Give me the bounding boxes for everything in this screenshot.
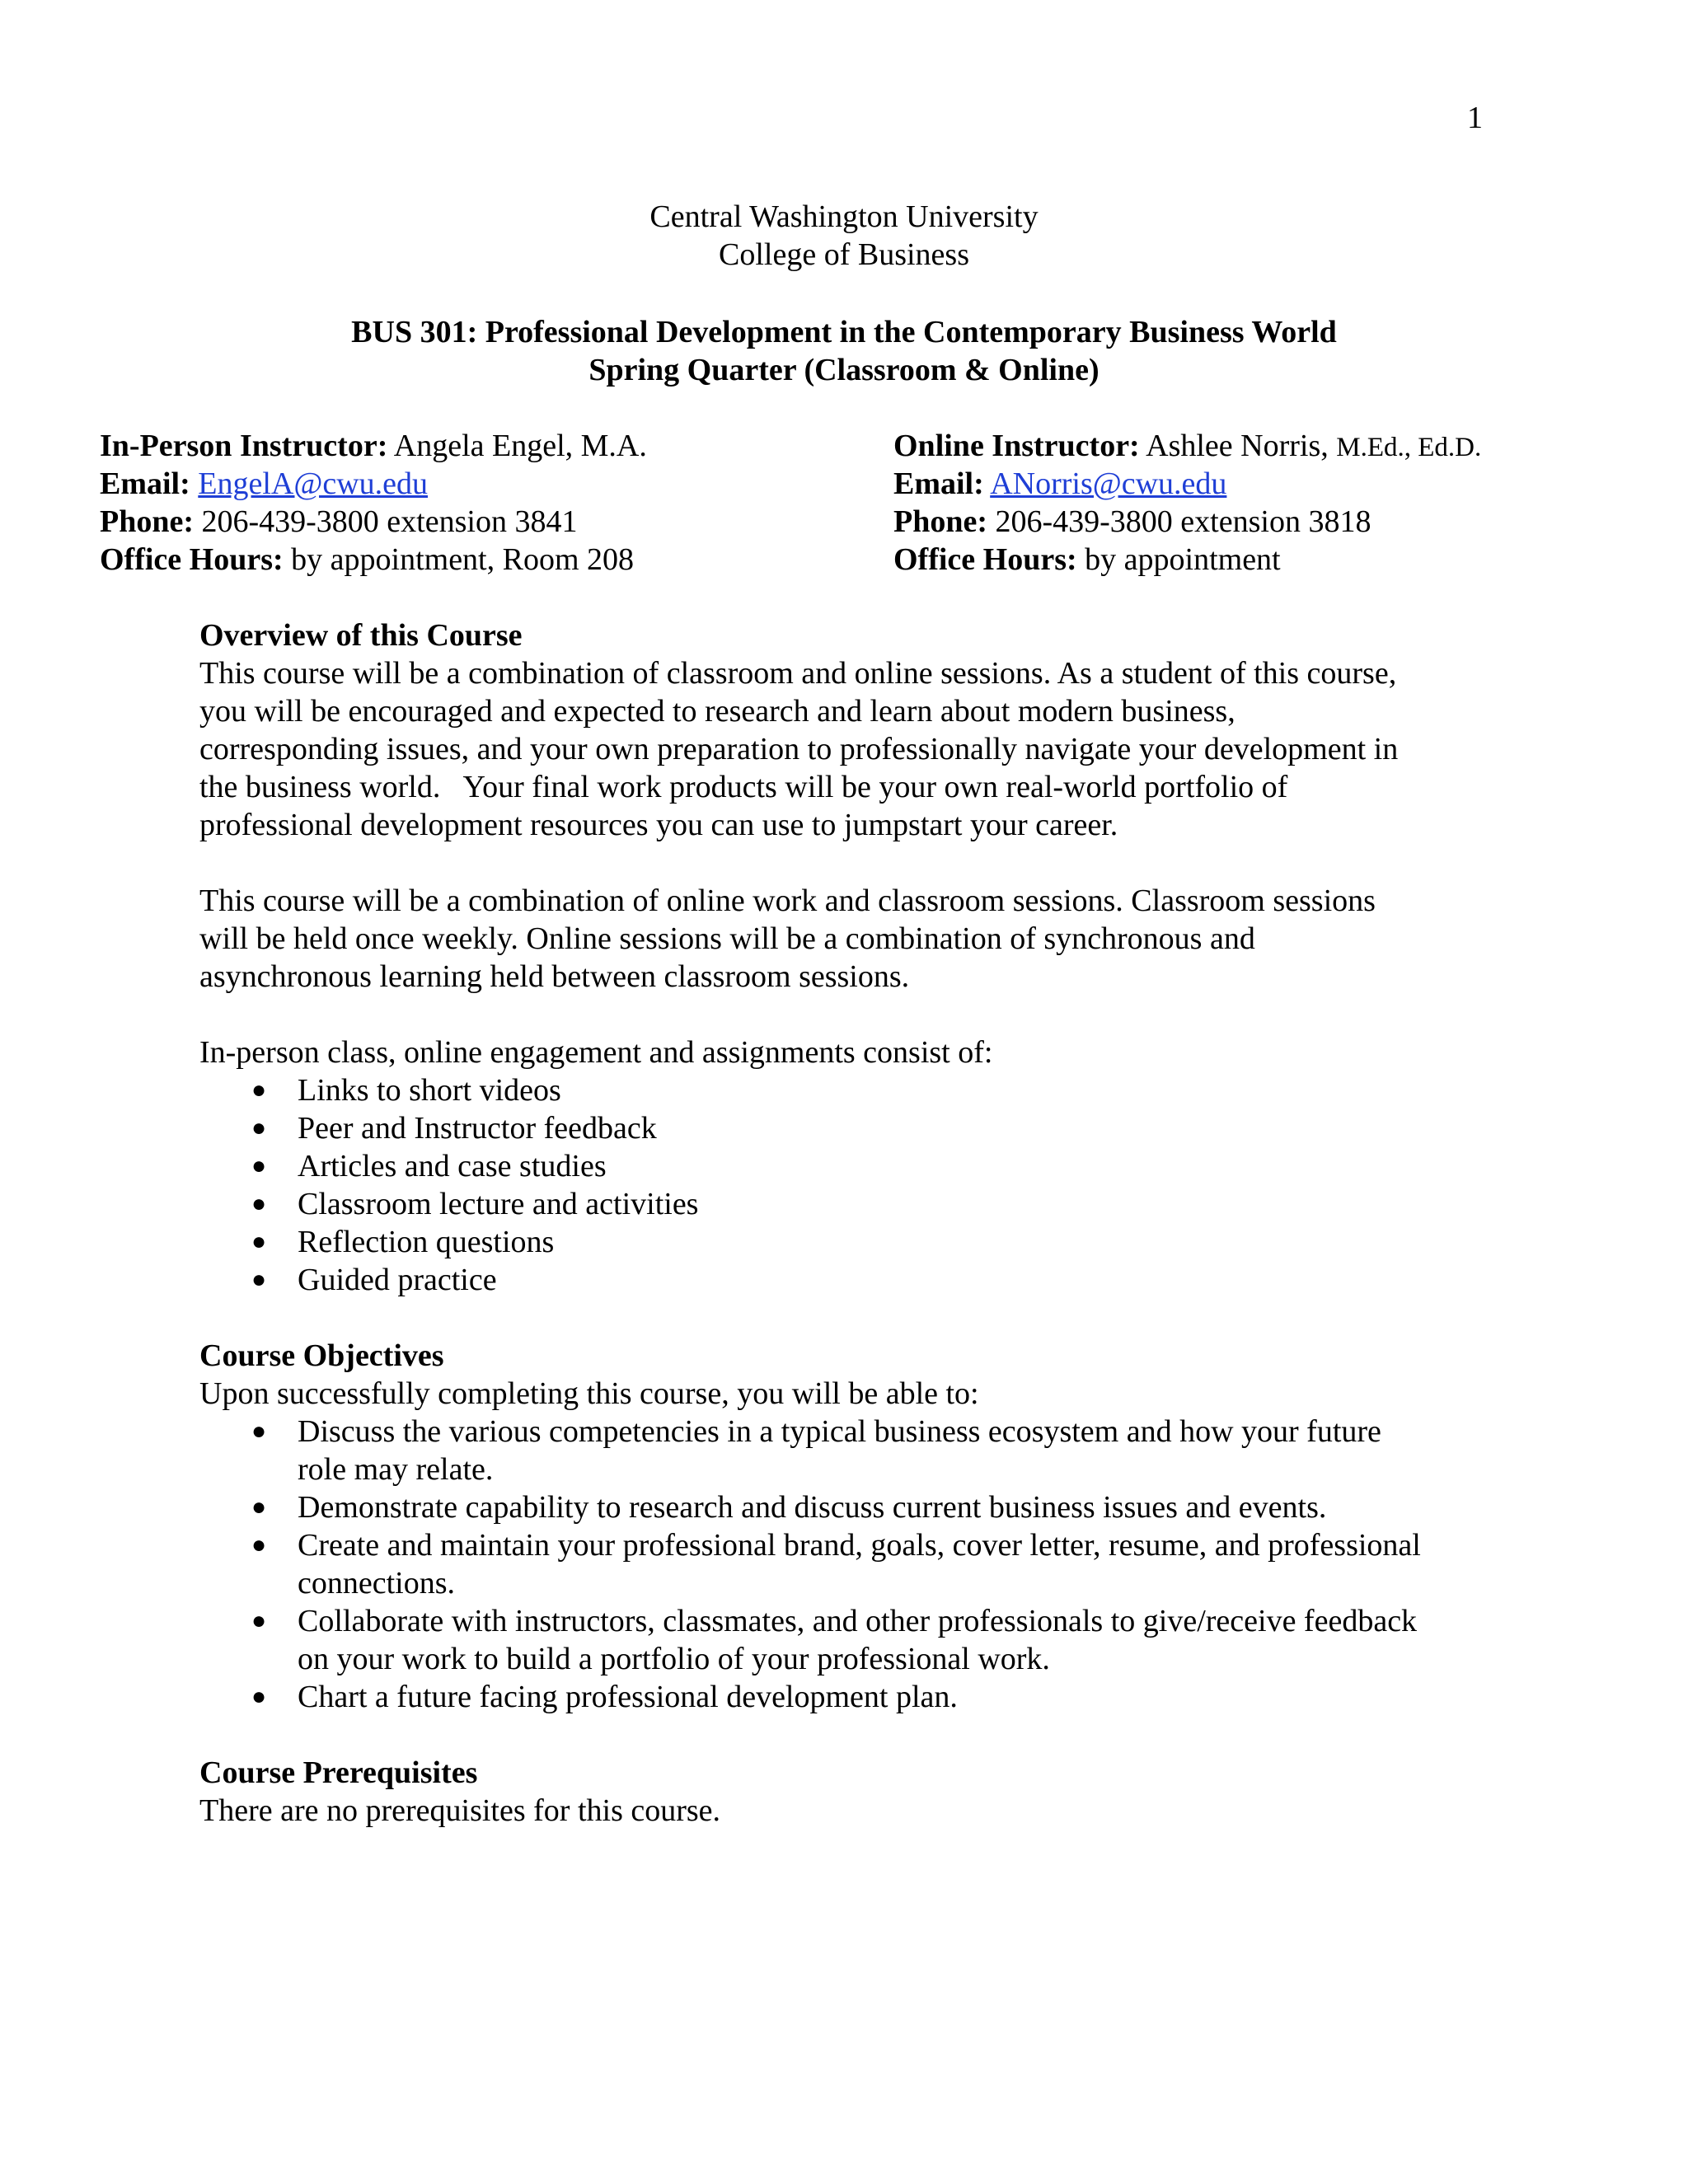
bullet-icon: ● (251, 1493, 267, 1521)
list-item: ● Classroom lecture and activities (251, 1187, 699, 1221)
in-person-phone-label: Phone: (100, 504, 194, 539)
paragraph-line: asynchronous learning held between classroom sessions. (199, 959, 910, 994)
list-item: ● Collaborate with instructors, classmates, and other professionals to give/receive feedback on your work to build a portfolio of your professional work. (251, 1604, 1418, 1676)
online-email-label: Email: (893, 466, 984, 501)
online-phone-label: Phone: (893, 504, 987, 539)
online-hours: by appointment (1085, 542, 1281, 577)
in-person-email-link[interactable]: EngelA@cwu.edu (198, 466, 429, 501)
list-item: ● Peer and Instructor feedback (251, 1111, 657, 1146)
list-item: ● Links to short videos (251, 1073, 561, 1108)
prerequisites-text: There are no prerequisites for this course. (199, 1793, 721, 1828)
paragraph-line: This course will be a combination of online work and classroom sessions. Classroom sessions (199, 883, 1376, 918)
list-item: ● Demonstrate capability to research and discuss current business issues and events. (251, 1490, 1327, 1525)
bullet-icon: ● (251, 1152, 267, 1179)
overview-heading: Overview of this Course (199, 618, 523, 653)
institution-header (0, 198, 1688, 274)
in-person-instructor-name: Angela Engel, M.A. (393, 429, 647, 463)
paragraph-line: This course will be a combination of classroom and online sessions. As a student of this course, (199, 656, 1397, 691)
bullet-icon: ● (251, 1607, 267, 1634)
paragraph-line: will be held once weekly. Online sessions will be a combination of synchronous and (199, 921, 1255, 956)
in-person-hours: by appointment, Room 208 (291, 542, 635, 577)
bullet-icon: ● (251, 1531, 267, 1558)
overview-paragraph-2 (199, 882, 1518, 996)
list-item: ● Reflection questions (251, 1225, 555, 1259)
bullet-icon: ● (251, 1114, 267, 1141)
syllabus-body (199, 616, 1518, 1830)
paragraph-line: the business world. Your final work products will be your own real-world portfolio of (199, 770, 1288, 804)
in-person-email-label: Email: (100, 466, 190, 501)
course-term: Spring Quarter (Classroom & Online) (588, 353, 1100, 387)
page-number: 1 (1467, 101, 1483, 135)
paragraph-line: you will be encouraged and expected to research and learn about modern business, (199, 694, 1236, 729)
in-person-instructor-block (100, 427, 647, 579)
online-instructor-label: Online Instructor: (893, 429, 1140, 463)
objectives-heading: Course Objectives (199, 1338, 444, 1373)
paragraph-line: professional development resources you can use to jumpstart your career. (199, 808, 1118, 842)
prerequisites-heading: Course Prerequisites (199, 1755, 478, 1790)
list-item: ● Chart a future facing professional development plan. (251, 1680, 958, 1714)
online-email-link[interactable]: ANorris@cwu.edu (990, 466, 1227, 501)
overview-paragraph-1 (199, 654, 1518, 844)
engagement-list (199, 1071, 1518, 1299)
online-instructor-credentials: M.Ed., Ed.D. (1336, 433, 1482, 462)
bullet-icon: ● (251, 1683, 267, 1710)
in-person-phone: 206-439-3800 extension 3841 (201, 504, 578, 539)
paragraph-line: corresponding issues, and your own preparation to professionally navigate your development in (199, 732, 1399, 766)
university-name: Central Washington University (649, 199, 1039, 234)
list-item: ● Discuss the various competencies in a typical business ecosystem and how your future role may relate. (251, 1414, 1381, 1487)
online-instructor-name: Ashlee Norris, (1146, 429, 1329, 463)
college-name: College of Business (719, 237, 969, 272)
in-person-instructor-label: In-Person Instructor: (100, 429, 388, 463)
objectives-list (199, 1413, 1518, 1716)
bullet-icon: ● (251, 1418, 267, 1445)
objectives-intro: Upon successfully completing this course, you will be able to: (199, 1376, 979, 1411)
bullet-icon: ● (251, 1076, 267, 1104)
bullet-icon: ● (251, 1266, 267, 1293)
bullet-icon: ● (251, 1190, 267, 1217)
online-instructor-block (893, 427, 1481, 579)
list-item: ● Articles and case studies (251, 1149, 607, 1183)
bullet-icon: ● (251, 1228, 267, 1255)
list-item: ● Create and maintain your professional brand, goals, cover letter, resume, and professional connections. (251, 1528, 1421, 1601)
online-hours-label: Office Hours: (893, 542, 1077, 577)
in-person-hours-label: Office Hours: (100, 542, 284, 577)
engagement-list-intro: In-person class, online engagement and assignments consist of: (199, 1035, 993, 1070)
course-title: BUS 301: Professional Development in the Contemporary Business World (351, 315, 1337, 349)
course-title-block (0, 313, 1688, 389)
list-item: ● Guided practice (251, 1263, 497, 1297)
online-phone: 206-439-3800 extension 3818 (995, 504, 1372, 539)
